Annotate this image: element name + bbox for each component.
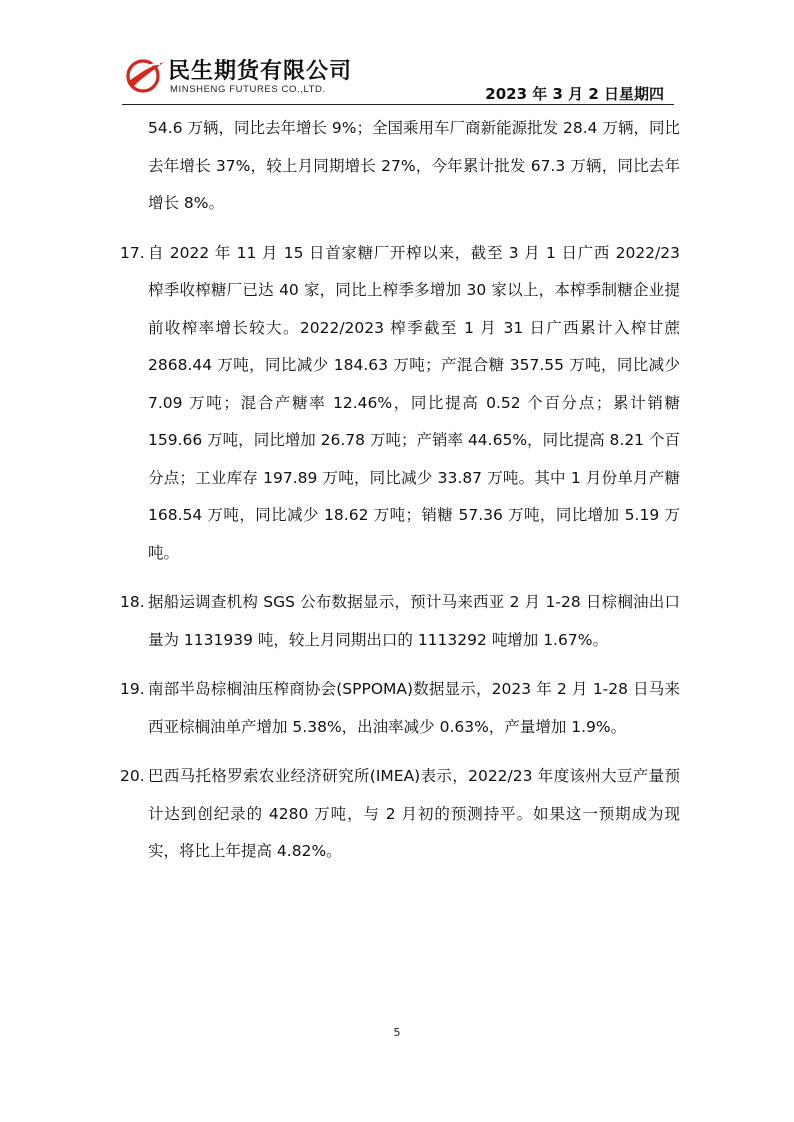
item-text: 自 2022 年 11 月 15 日首家糖厂开榨以来，截至 3 月 1 日广西 2022/23 榨季收榨糖厂已达 40 家，同比上榨季多增加 30 家以上，本榨季制糖企业提前收榨率增长较大。2022/2023 榨季截至 1 月 31 日广西累计入榨甘蔗 2868.44 万吨，同比减少 184.63 万吨；产混合糖 357.55 万吨，同比减少 7.09 万吨；混合产糖率 12.46%，同比提高 0.52 个百分点；累计销糖 159.66 万吨，同比增加 26.78 万吨；产销率 44.65%，同比提高 8.21 个百分点；工业库存 197.89 万吨，同比减少 33.87 万吨。其中 1 月份单月产糖 168.54 万吨，同比减少 18.62 万吨；销糖 57.36 万吨，同比增加 5.19 万吨。 bbox=[148, 243, 680, 562]
company-logo bbox=[124, 52, 364, 100]
company-name-en: MINSHENG FUTURES CO.,LTD. bbox=[170, 84, 326, 95]
item-text: 南部半岛棕榈油压榨商协会(SPPOMA)数据显示，2023 年 2 月 1-28 日马来西亚棕榈油单产增加 5.38%，出油率减少 0.63%，产量增加 1.9%。 bbox=[148, 680, 680, 736]
item-number: 17. bbox=[120, 243, 145, 262]
news-item-19 bbox=[120, 671, 680, 746]
news-item-20 bbox=[120, 758, 680, 871]
item-number: 20. bbox=[120, 767, 145, 785]
page-header bbox=[0, 0, 794, 105]
news-item-17 bbox=[120, 235, 680, 573]
minsheng-logo-icon bbox=[124, 56, 166, 94]
continuation-paragraph: 54.6 万辆，同比去年增长 9%；全国乘用车厂商新能源批发 28.4 万辆，同比去年增长 37%，较上月同期增长 27%，今年累计批发 67.3 万辆，同比去年增长 8%。 bbox=[148, 119, 680, 212]
header-divider bbox=[122, 104, 674, 105]
item-number: 19. bbox=[120, 680, 145, 698]
page-number: 5 bbox=[393, 1026, 401, 1039]
company-name-cn: 民生期货有限公司 bbox=[168, 59, 353, 84]
document-body bbox=[120, 110, 680, 871]
item-text: 巴西马托格罗索农业经济研究所(IMEA)表示，2022/23 年度该州大豆产量预计达到创纪录的 4280 万吨，与 2 月初的预测持平。如果这一预期成为现实，将比上年提高 4.82%。 bbox=[148, 767, 680, 860]
item-text: 据船运调查机构 SGS 公布数据显示，预计马来西亚 2 月 1-28 日棕榈油出口量为 1131939 吨，较上月同期出口的 1113292 吨增加 1.67%。 bbox=[148, 593, 680, 649]
item-number: 18. bbox=[120, 593, 145, 611]
news-item-18 bbox=[120, 584, 680, 659]
header-date: 2023 年 3 月 2 日星期四 bbox=[485, 85, 664, 103]
